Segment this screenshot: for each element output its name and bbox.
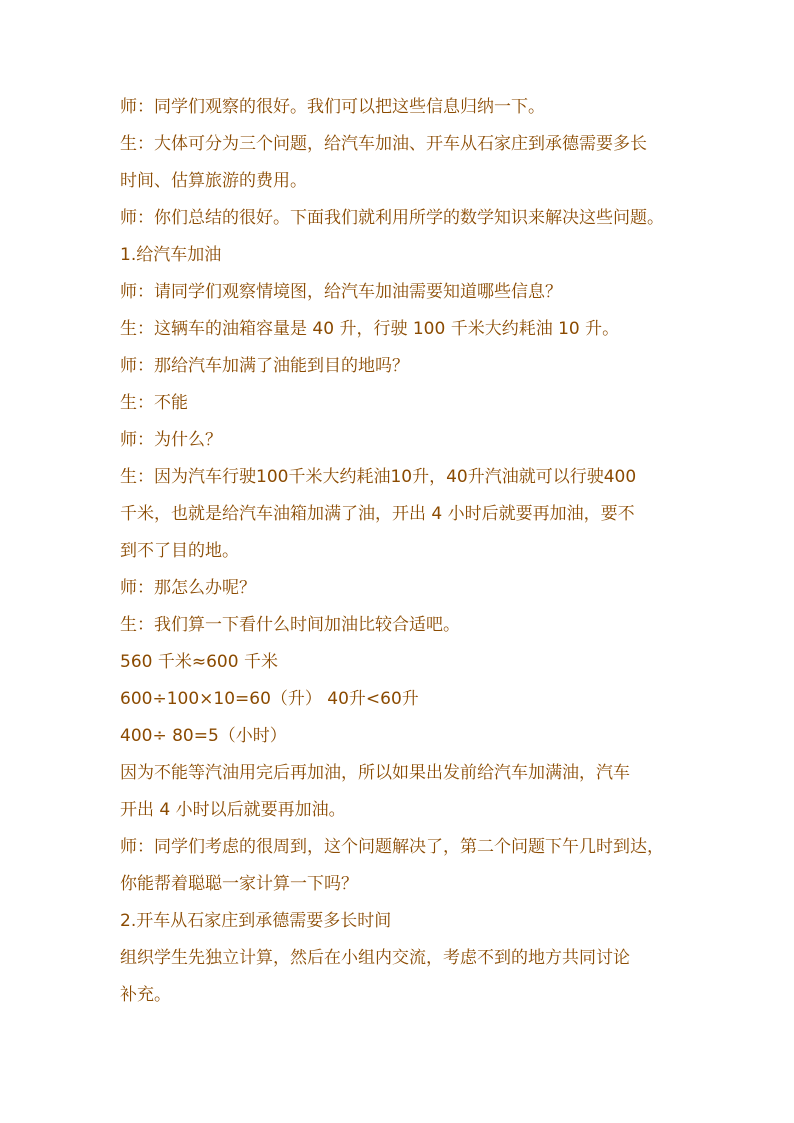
text-line: 生：这辆车的油箱容量是 40 升，行驶 100 千米大约耗油 10 升。 xyxy=(120,319,620,339)
text-line: 生：不能 xyxy=(120,393,188,413)
text-line: 师：同学们考虑的很周到，这个问题解决了，第二个问题下午几时到达， xyxy=(120,837,664,857)
text-line: 你能帮着聪聪一家计算一下吗？ xyxy=(120,874,358,894)
math-line: 400÷ 80=5（小时） xyxy=(120,726,287,746)
text-line: 师：那给汽车加满了油能到目的地吗？ xyxy=(120,356,409,376)
text-line: 开出 4 小时以后就要再加油。 xyxy=(120,800,346,820)
text-line: 生：大体可分为三个问题，给汽车加油、开车从石家庄到承德需要多长 xyxy=(120,134,647,154)
text-line: 补充。 xyxy=(120,985,171,1005)
text-line: 师：请同学们观察情境图，给汽车加油需要知道哪些信息？ xyxy=(120,282,562,302)
text-line: 时间、估算旅游的费用。 xyxy=(120,171,307,191)
text-line: 千米，也就是给汽车油箱加满了油，开出 4 小时后就要再加油，要不 xyxy=(120,504,635,524)
text-line: 师：为什么？ xyxy=(120,430,222,450)
text-line: 因为不能等汽油用完后再加油，所以如果出发前给汽车加满油，汽车 xyxy=(120,763,630,783)
text-line: 生：我们算一下看什么时间加油比较合适吧。 xyxy=(120,615,460,635)
math-line: 600÷100×10=60（升） 40升<60升 xyxy=(120,689,419,709)
text-line: 师：同学们观察的很好。我们可以把这些信息归纳一下。 xyxy=(120,97,545,117)
text-line: 组织学生先独立计算，然后在小组内交流，考虑不到的地方共同讨论 xyxy=(120,948,630,968)
text-line: 生：因为汽车行驶100千米大约耗油10升，40升汽油就可以行驶400 xyxy=(120,467,637,487)
text-line: 师：你们总结的很好。下面我们就利用所学的数学知识来解决这些问题。 xyxy=(120,208,664,228)
text-line: 师：那怎么办呢？ xyxy=(120,578,256,598)
math-line: 560 千米≈600 千米 xyxy=(120,652,278,672)
section-heading: 1.给汽车加油 xyxy=(120,245,222,265)
section-heading: 2.开车从石家庄到承德需要多长时间 xyxy=(120,911,392,931)
text-line: 到不了目的地。 xyxy=(120,541,239,561)
